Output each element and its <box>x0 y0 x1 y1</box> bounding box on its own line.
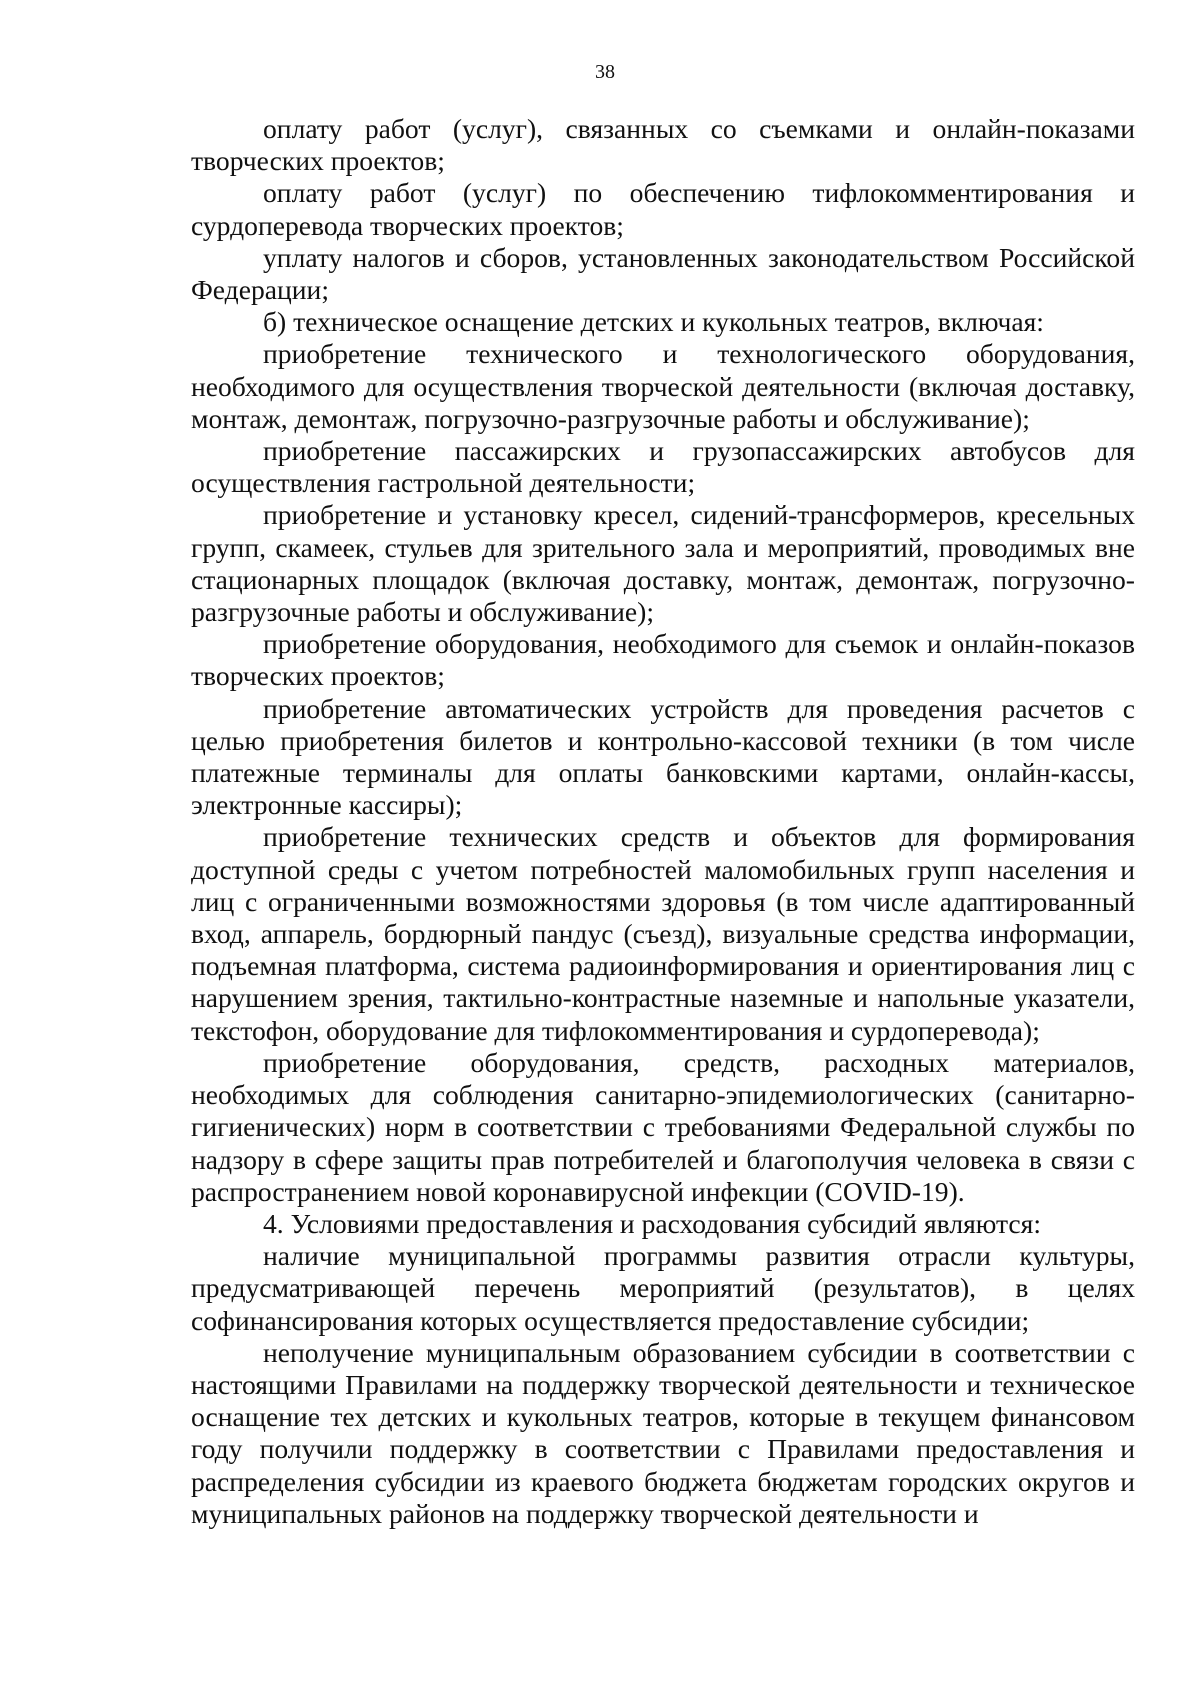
paragraph: б) техническое оснащение детских и кукольных театров, включая: <box>263 306 1044 338</box>
paragraph: приобретение и установку кресел, сидений-трансформеров, кресельных групп, скамеек, стульев для зрительного зала и мероприятий, проводимых вне стационарных площадок (включая доставку, монтаж, демонтаж, погрузочно-разгрузочные работы и обслуживание); <box>191 499 1135 628</box>
paragraph: приобретение пассажирских и грузопассажирских автобусов для осуществления гастрольной деятельности; <box>191 435 1135 499</box>
paragraph: неполучение муниципальным образованием субсидии в соответствии с настоящими Правилами на поддержку творческой деятельности и техническое оснащение тех детских и кукольных театров, которые в текущем финансовом году получили поддержку в соответствии с Правилами предоставления и распределения субсидии из краевого бюджета бюджетам городских округов и муниципальных районов на поддержку творческой деятельности и <box>191 1336 1135 1529</box>
page-number: 38 <box>595 61 615 83</box>
paragraph: наличие муниципальной программы развития отрасли культуры, предусматривающей перечень мероприятий (результатов), в целях софинансирования которых осуществляется предоставление субсидии; <box>191 1240 1135 1336</box>
paragraph: приобретение автоматических устройств для проведения расчетов с целью приобретения билетов и контрольно-кассовой техники (в том числе платежные терминалы для оплаты банковскими картами, онлайн-кассы, электронные кассиры); <box>191 692 1135 821</box>
paragraph: приобретение технического и технологического оборудования, необходимого для осуществления творческой деятельности (включая доставку, монтаж, демонтаж, погрузочно-разгрузочные работы и обслуживание); <box>191 338 1135 434</box>
paragraph: оплату работ (услуг), связанных со съемками и онлайн-показами творческих проектов; <box>191 113 1135 177</box>
paragraph: приобретение оборудования, средств, расходных материалов, необходимых для соблюдения санитарно-эпидемиологических (санитарно-гигиенических) норм в соответствии с требованиями Федеральной службы по надзору в сфере защиты прав потребителей и благополучия человека в связи с распространением новой коронавирусной инфекции (COVID-19). <box>191 1046 1135 1207</box>
paragraph: приобретение технических средств и объектов для формирования доступной среды с учетом потребностей маломобильных групп населения и лиц с ограниченными возможностями здоровья (в том числе адаптированный вход, аппарель, бордюрный пандус (съезд), визуальные средства информации, подъемная платформа, система радиоинформирования и ориентирования лиц с нарушением зрения, тактильно-контрастные наземные и напольные указатели, текстофон, оборудование для тифлокомментирования и сурдоперевода); <box>191 821 1135 1046</box>
paragraph: приобретение оборудования, необходимого для съемок и онлайн-показов творческих проектов; <box>191 628 1135 692</box>
document-body <box>191 113 1135 1530</box>
paragraph: 4. Условиями предоставления и расходования субсидий являются: <box>263 1207 1042 1239</box>
paragraph: оплату работ (услуг) по обеспечению тифлокомментирования и сурдоперевода творческих проектов; <box>191 177 1135 241</box>
paragraph: уплату налогов и сборов, установленных законодательством Российской Федерации; <box>191 241 1135 306</box>
